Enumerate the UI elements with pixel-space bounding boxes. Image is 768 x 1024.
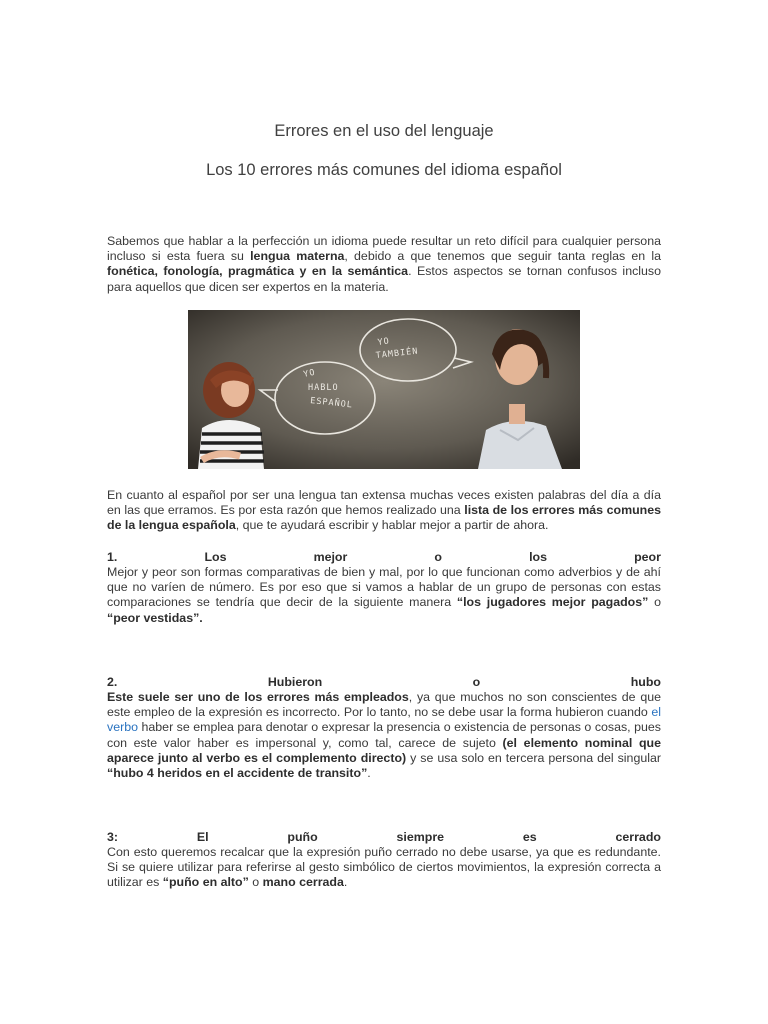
heading-word: los bbox=[529, 550, 547, 564]
context-text-2: , que te ayudará escribir y hablar mejor a partir de ahora. bbox=[235, 518, 549, 533]
heading-word: El bbox=[196, 830, 209, 844]
item-2-text-2: haber se emplea para denotar o expresar la presencia o existencia de personas o cosas, pues con este valor haber es impersonal y, como tal, carece de sujeto bbox=[107, 720, 661, 750]
photo-conversation bbox=[188, 310, 580, 469]
item-1-heading bbox=[107, 550, 661, 565]
item-1-text-2: o bbox=[648, 595, 661, 610]
heading-word: Los bbox=[204, 550, 227, 564]
heading-word: siempre bbox=[396, 830, 445, 844]
intro-paragraph bbox=[107, 234, 661, 295]
heading-word: 2. bbox=[107, 675, 118, 689]
context-text-1: En cuanto al español por ser una lengua tan extensa muchas veces existen palabras del día a día en las que erramos. Es por esta razón que hemos realizado una bbox=[107, 488, 661, 518]
context-paragraph bbox=[107, 488, 661, 534]
item-1-bold-1: “los jugadores mejor pagados” bbox=[456, 595, 649, 610]
item-1-text-1: Mejor y peor son formas comparativas de bien y mal, por lo que funcionan como adverbios y de ahí que no varíen de número. Es por eso que si vamos a hablar de un grupo de personas con estas comparaciones se tendría que decir de la siguiente manera bbox=[107, 565, 661, 610]
item-2-bold-3: “hubo 4 heridos en el accidente de transito” bbox=[107, 766, 368, 781]
item-2-bold-1: Este suele ser uno de los errores más empleados bbox=[107, 690, 409, 704]
intro-text-1: Sabemos que hablar a la perfección un idioma puede resultar un reto difícil para cualquier persona incluso si esta fuera su bbox=[107, 234, 661, 264]
bubble-left-line-1: YO bbox=[302, 367, 317, 380]
heading-word: hubo bbox=[630, 675, 661, 689]
heading-word: puño bbox=[287, 830, 318, 844]
heading-word: o bbox=[472, 675, 481, 689]
bubble-left-line-3: ESPAÑOL bbox=[309, 396, 354, 411]
intro-bold-1: lengua materna bbox=[250, 249, 345, 264]
bubble-right-line-1: YO bbox=[377, 336, 391, 348]
item-3-text-3: . bbox=[343, 875, 348, 890]
item-2-bold-2: (el elemento nominal que aparece junto al verbo es el complemento directo) bbox=[107, 735, 661, 765]
heading-word: o bbox=[434, 550, 442, 564]
heading-word: 3: bbox=[107, 830, 119, 844]
item-3-body bbox=[107, 845, 661, 891]
heading-word: es bbox=[522, 830, 537, 844]
item-2-text-1: , ya que muchos no son conscientes de que este empleo de la expresión es incorrecto. Por lo tanto, no se debe usar la forma hubieron cuando bbox=[107, 690, 661, 720]
item-2-text-4: . bbox=[367, 766, 371, 781]
item-1-body bbox=[107, 565, 661, 626]
bubble-right-line-2: TAMBIÉN bbox=[375, 346, 419, 361]
item-2-body bbox=[107, 690, 661, 781]
bubble-left-line-2: HABLO bbox=[308, 383, 339, 393]
intro-bold-2: fonética, fonología, pragmática y en la semántica bbox=[107, 264, 409, 279]
heading-word: cerrado bbox=[615, 830, 661, 844]
item-3-text-2: o bbox=[248, 875, 263, 890]
document-subtitle: Los 10 errores más comunes del idioma español bbox=[206, 161, 562, 179]
verbo-link[interactable]: el verbo bbox=[107, 705, 661, 735]
item-1-bold-2: “peor vestidas”. bbox=[107, 610, 203, 625]
heading-word: Hubieron bbox=[267, 675, 323, 689]
heading-word: peor bbox=[634, 550, 661, 564]
document-title: Errores en el uso del lenguaje bbox=[274, 122, 494, 140]
item-3-bold-2: mano cerrada bbox=[262, 875, 344, 890]
item-3-heading bbox=[107, 830, 661, 845]
item-2-text-3: y se usa solo en tercera persona del singular bbox=[406, 750, 661, 765]
heading-word: mejor bbox=[313, 550, 348, 564]
item-2-heading bbox=[107, 675, 661, 690]
context-bold-1: lista de los errores más comunes de la lengua española bbox=[107, 503, 661, 533]
item-3-bold-1: “puño en alto” bbox=[162, 875, 249, 890]
intro-text-2: , debido a que tenemos que seguir tanta reglas en la bbox=[344, 249, 661, 264]
item-3-text-1: Con esto queremos recalcar que la expresión puño cerrado no debe usarse, ya que es redundante. Si se quiere utilizar para referirse al gesto simbólico de ciertos movimientos, la expresión correcta a utilizar es bbox=[107, 845, 661, 890]
intro-text-3: . Estos aspectos se tornan confusos incluso para aquellos que dicen ser expertos en la materia. bbox=[107, 264, 662, 294]
heading-word: 1. bbox=[107, 550, 118, 564]
